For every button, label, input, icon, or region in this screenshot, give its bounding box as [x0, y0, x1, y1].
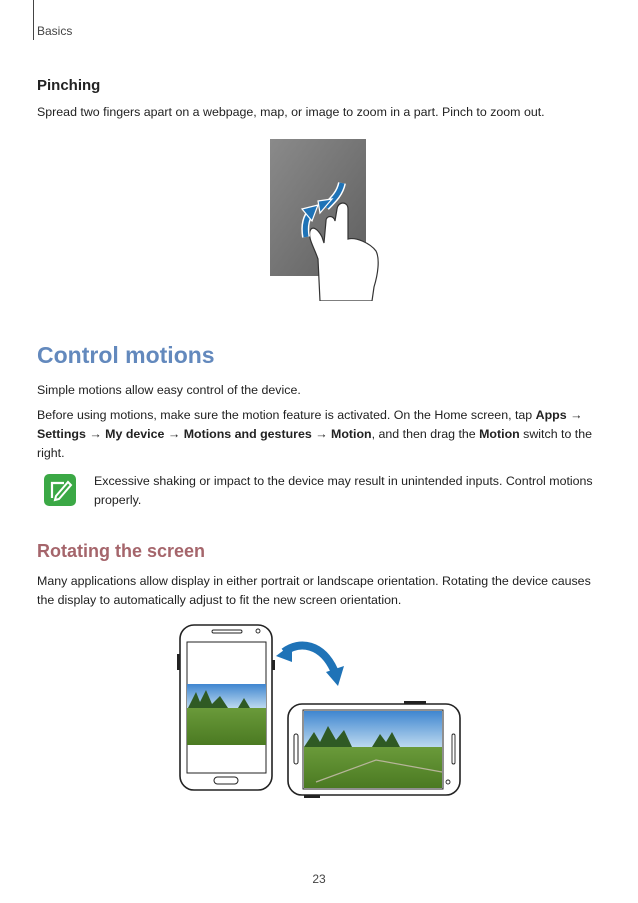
- pinching-text: Spread two fingers apart on a webpage, map, or image to zoom in a part. Pinch to zoom out.: [37, 105, 545, 119]
- note-text: Excessive shaking or impact to the device may result in unintended inputs. Control motions properly.: [94, 474, 593, 507]
- control-motions-intro: Simple motions allow easy control of the device.: [37, 383, 301, 397]
- landscape-phone-icon: [288, 701, 460, 798]
- rotate-screen-illustration: [176, 622, 466, 800]
- my-device-label: My device: [105, 427, 165, 441]
- control-motions-heading: Control motions: [37, 342, 215, 368]
- rotating-text: Many applications allow display in either portrait or landscape orientation. Rotating the device causes the display to automatically adjust to fit the new screen orientation.: [37, 574, 591, 607]
- settings-label: Settings: [37, 427, 86, 441]
- pencil-note-icon: [44, 474, 76, 506]
- pinch-gesture-illustration: [268, 139, 400, 301]
- apps-label: Apps: [535, 408, 567, 422]
- motions-and-gestures-label: Motions and gestures: [183, 427, 312, 441]
- rotating-heading: Rotating the screen: [37, 541, 206, 561]
- motion-label: Motion: [331, 427, 372, 441]
- page-number: 23: [312, 872, 326, 886]
- portrait-phone-icon: [177, 625, 275, 790]
- control-motions-instructions: Before using motions, make sure the motion feature is activated. On the Home screen, tap Apps → Settings → My device → Motions and gestures → Motion, and then drag the Motion switch to the right.: [37, 408, 593, 460]
- header-rule: [33, 0, 34, 40]
- motion-switch-label: Motion: [479, 427, 520, 441]
- rotation-arrow-icon: [276, 644, 344, 686]
- running-head: Basics: [37, 24, 73, 38]
- pinching-heading: Pinching: [37, 77, 101, 94]
